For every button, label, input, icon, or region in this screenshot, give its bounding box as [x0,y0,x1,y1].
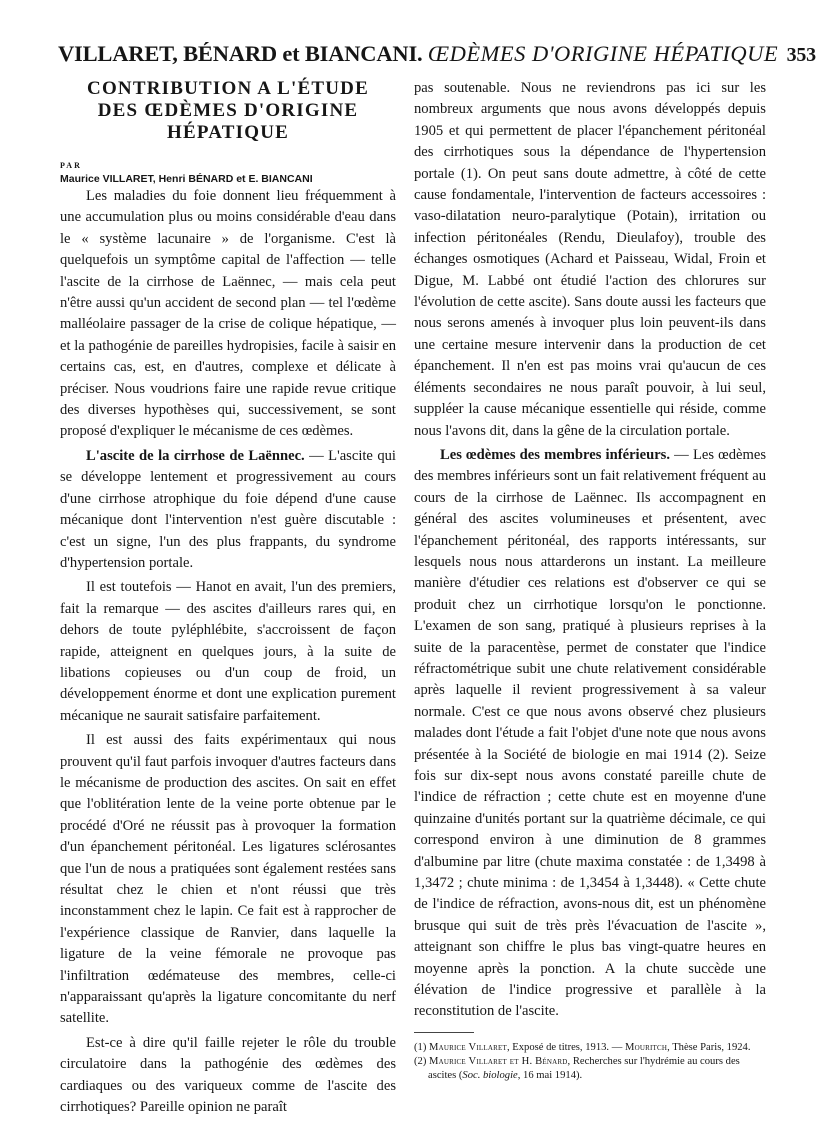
right-column [414,78,766,1083]
paragraph: pas soutenable. Nous ne reviendrons pas ici sur les nombreux arguments que nous avons développés depuis 1905 et qui permettent de placer l'épanchement péritonéal des cirrhotiques sous la dépendance de l'hypertension portale (1). On peut sans doute admettre, à côté de cette cause fondamentale, l'intervention de facteurs accessoires : vaso-dilatation neuro-paralytique (Potain), irritation ou infection péritonéales (Rendu, Dieulafoy), trouble des échanges osmotiques (Achard et Paisseau, Widal, Froin et Digue, M. Labbé ont étudié l'action des chlorures sur l'évolution de cette ascite). Sans doute aussi les facteurs que nous serons amenés à invoquer plus loin peuvent-ils dans une certaine mesure intervenir dans la production de cet épanchement. Il n'en est pas moins vrai qu'aucun de ces éléments secondaires ne nous paraît pouvoir, à lui seul, suppléer la cause mécanique essentielle qui réside, comme nous l'avons dit, dans la gêne de la circulation portale. [414,80,766,439]
footnote-author: Maurice Villaret [429,1041,507,1053]
footnote-number: (1) [414,1041,427,1053]
paragraph: Il est toutefois — Hanot en avait, l'un des premiers, fait la remarque — des ascites d'ailleurs rares qui, en dehors de toute pyléphlébite, s'accroissent de façon rapide, atteignent en quelques jours, à la suite de libations copieuses ou d'un coup de froid, un développement énorme et dont une explication purement mécanique ne saurait satisfaire parfaitement. [60,579,396,724]
footnote-author: Mouritch [624,1041,668,1053]
page-number: 353 [786,44,816,66]
running-head-title: ŒDÈMES D'ORIGINE HÉPATIQUE [427,41,779,66]
footnote-text: , 16 mai 1914). [517,1069,583,1081]
article-title-line: CONTRIBUTION A L'ÉTUDE [87,78,369,99]
section-paragraph [414,445,766,1023]
footnote-number: (2) [414,1055,427,1067]
article-title-line: DES ŒDÈMES D'ORIGINE [97,100,359,121]
section-heading: L'ascite de la cirrhose de Laënnec. [86,447,305,464]
footnote-divider [414,1032,474,1033]
section-paragraph [60,446,396,574]
footnote [414,1055,766,1083]
paragraph: Les maladies du foie donnent lieu fréquemment à une accumulation plus ou moins considérable d'eau dans le « système lacunaire » de l'organisme. C'est là quelquefois un symptôme capital de l'affection — telle l'ascite de la cirrhose de Laënnec, — mais cela peut n'être aussi qu'un accident de second plan — tel l'œdème malléolaire passager de la crise de colique hépatique, — et la pathogénie de pareilles hydropisies, facile à saisir en certains cas, est, en d'autres, complexe et délicate à préciser. Nous voudrions faire une rapide revue critique des diverses hypothèses qui, successivement, se sont proposé d'expliquer le mécanisme de ces œdèmes. [60,188,396,440]
article-title-line: HÉPATIQUE [167,122,289,143]
paragraph: Est-ce à dire qu'il faille rejeter le rôle du trouble circulatoire dans la pathogénie des œdèmes des cardiaques ou des variqueux comme de l'ascite des cirrhotiques? Pareille opinion ne paraît [60,1034,396,1116]
footnote-text: , Recherches sur l'hydrémie au cours des ascites ( [428,1055,740,1081]
footnote-author: Maurice Villaret et H. Bénard [429,1055,568,1067]
running-head [58,40,816,69]
article-title [60,78,396,144]
section-text: — Les œdèmes des membres inférieurs sont un fait relativement fréquent au cours de la cirrhose de Laënnec. Ils accompagnent en général des ascites volumineuses et présentent, avec l'épanchement péritonéal, des rapports intéressants, sur lesquels nous nous attarderons un instant. La meilleure manière d'étudier ces relations est d'observer ce qui se produit chez un cirrhotique lorsqu'on le ponctionne. L'examen de son sang, pratiqué à plusieurs reprises à la suite de la paracentèse, permet de constater que l'indice réfractométrique subit une chute relativement considérable après laquelle il revient progressivement à sa valeur normale. C'est ce que nous avons observé chez plusieurs malades dont l'étude a fait l'objet d'une note que nous avons présentée à la Société de biologie en mai 1914 (2). Seize fois sur dix-sept nous avons constaté pareille chute de l'indice de réfraction ; cette chute est en moyenne d'une quinzaine d'unités portant sur la quatrième décimale, ce qui correspond environ à une diminution de 8 grammes d'albumine par litre (chute maxima constatée : de 1,3498 à 1,3472 ; chute minima : de 1,3454 à 1,3448). « Cette chute de l'indice de réfraction, avons-nous dit, est un phénomène brusque qui suit de très près l'évacuation de l'ascite », atteignant son chiffre le plus bas vingt-quatre heures en moyenne après la ponction. A la chute succède une élévation de l'indice progressive et parallèle à la reconstitution de l'ascite. [414,446,767,1020]
byline-par: PAR [60,161,82,170]
section-text: — L'ascite qui se développe lentement et progressivement au cours d'une cirrhose atrophique du foie dépend d'une cause mécanique dont l'intervention n'est guère discutable : c'est un signe, l'un des plus frappants, du syndrome d'hypertension portale. [60,447,396,571]
running-head-authors: VILLARET, BÉNARD et BIANCANI. [58,41,423,66]
footnote-text: , Exposé de titres, 1913. — [506,1041,625,1053]
left-column [60,78,396,1118]
section-heading: Les œdèmes des membres inférieurs. [440,446,671,463]
paragraph: Il est aussi des faits expérimentaux qui nous prouvent qu'il faut parfois invoquer d'autres facteurs dans le mécanisme de production des ascites. On sait en effet que l'oblitération lente de la veine porte obtenue par le procédé d'Oré ne réussit pas à provoquer la formation d'un épanchement péritonéal. Les ligatures sclérosantes que l'un de nous a pratiquées sont également restées sans résultat chez le chien et n'ont réussi que très inconstamment chez le lapin. Ce fait est à rapprocher de l'expérience classique de Ranvier, dans laquelle la ligature de la veine fémorale ne provoque pas l'infiltration œdémateuse des membres, celle-ci n'apparaissant qu'après la ligature concomitante du nerf satellite. [60,732,396,1027]
byline-authors: Maurice VILLARET, Henri BÉNARD et E. BIANCANI [60,173,313,185]
footnote-source: Soc. biologie [462,1069,518,1081]
footnote-text: , Thèse Paris, 1924. [667,1041,751,1053]
footnotes [414,1041,766,1083]
footnote [414,1041,766,1055]
